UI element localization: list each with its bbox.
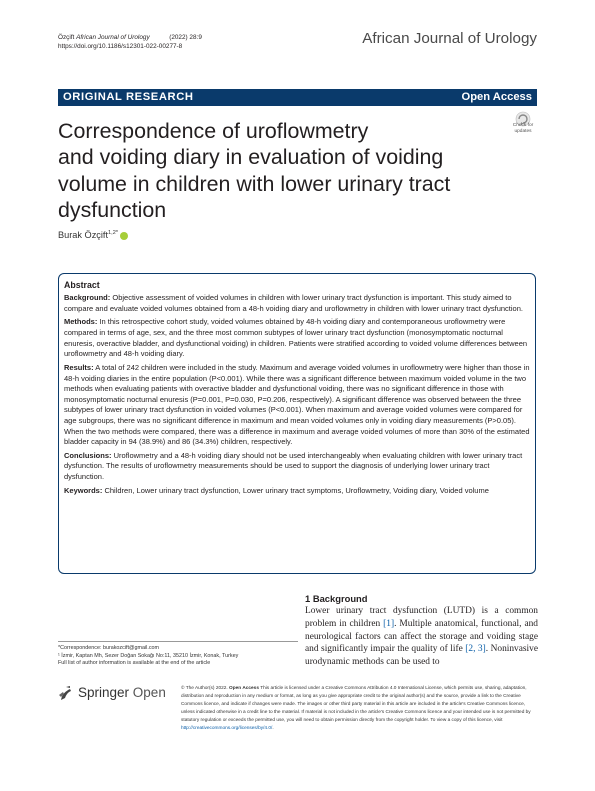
citation-link[interactable]: [1] (383, 618, 395, 629)
section-heading: 1 Background (305, 593, 368, 604)
license-body: This article is licensed under a Creative Commons Attribution 4.0 International License, which permits use, sharing, adaptation, distribution and reproduction in any medium or format, as long as you give appropriate credit to the original author(s) and the source, provide a link to the Creative Commons licence, and indicate if changes were made. The images or other third party material in this article are included in the article's Creative Commons licence, unless indicated otherwise in a credit line to the material. If material is not included in the article's Creative Commons licence and your intended use is not permitted by statutory regulation or exceeds the permitted use, you will need to obtain permission directly from the copyright holder. To view a copy of this licence, visit (181, 686, 531, 723)
abstract-methods (64, 317, 530, 359)
title-line: and voiding diary in evaluation of voiding (58, 145, 444, 170)
abstract-conclusions (64, 451, 530, 483)
abstract-results (64, 363, 530, 448)
body-text: . Multiple anatomical, functional, and neurological factors can affect the storage and voiding stage and significantly impair the quality of life (305, 618, 538, 655)
abstract-box (58, 273, 536, 574)
article-title (58, 118, 498, 223)
methods-text: In this retrospective cohort study, voided volumes obtained by 48-h voiding diary and contemporaneous uroflowmetry were compared in terms of age, sex, and the three most common subtypes of lower urinary tract dysfunction (monosymptomatic nocturnal enuresis, overactive bladder, and dysfunctional voiding) in children. Patients were stratified according to voided volume differences between uroflowmetry and 48-h voiding diary. (64, 317, 528, 359)
check-updates-line: Check for (512, 123, 534, 128)
doi-link[interactable]: https://doi.org/10.1186/s12301-022-00277-8 (58, 42, 183, 50)
body-text: . Noninvasive urodynamic methods can be used to (305, 644, 538, 668)
publisher-logo (58, 685, 166, 708)
body-paragraph (305, 605, 538, 669)
citation-author: Özçift (58, 34, 75, 41)
abstract-keywords (64, 486, 530, 497)
title-line: Correspondence of uroflowmetry (58, 119, 369, 143)
license-text (181, 685, 537, 732)
license-oa: Open Access (229, 686, 259, 691)
keywords-label: Keywords: (64, 485, 103, 495)
footnotes (58, 641, 298, 668)
author-line (58, 230, 128, 240)
methods-label: Methods: (64, 317, 98, 327)
check-for-updates-label[interactable] (506, 123, 540, 134)
springer-horse-icon (58, 685, 74, 703)
correspondence-note: *Correspondence: burakozcift@gmail.com (58, 645, 160, 651)
background-label: Background: (64, 293, 111, 302)
publisher-name (78, 685, 166, 700)
abstract-heading: Abstract (64, 280, 100, 290)
results-label: Results: (64, 362, 94, 372)
article-type-label: ORIGINAL RESEARCH (63, 91, 194, 103)
citation-link[interactable]: [2, 3] (465, 644, 486, 655)
orcid-icon[interactable] (120, 232, 128, 240)
citation-meta (58, 34, 202, 51)
citation-year: (2022) 28:9 (169, 34, 202, 41)
conclusions-text: Uroflowmetry and a 48-h voiding diary should not be used interchangeably when evaluating children with lower urinary tract dysfunction. The results of uroflowmetry measurements should be used to support the diagnosis of underlying lower urinary tract dysfunction. (64, 450, 523, 482)
publisher-name-suffix: Open (132, 685, 166, 700)
title-line: dysfunction (58, 197, 167, 222)
author-affiliation: 1,2* (108, 230, 118, 236)
author-info-note: Full list of author information is available at the end of the article (58, 660, 211, 667)
open-access-label: Open Access (461, 91, 532, 103)
journal-name: African Journal of Urology (362, 30, 537, 47)
body-text: Lower urinary tract dysfunction (LUTD) is a common problem in children (305, 606, 538, 629)
title-line: volume in children with lower urinary tract (58, 171, 451, 196)
check-updates-line: updates (514, 128, 532, 134)
keywords-text: Children, Lower urinary tract dysfunction, Lower urinary tract symptoms, Uroflowmetry, Voiding diary, Voided volume (104, 485, 489, 495)
results-text: A total of 242 children were included in the study. Maximum and average voided volumes in uroflowmetry were higher than those in 48-h voiding diaries in the entire population (P<0.001). While there was a significant difference between maximum voided volume in the two methods when evaluating patients with overactive bladder and dysfunctional voiding, there was no significant difference in those with monosymptomatic nocturnal enuresis (P=0.001, P=0.030, P=0.206, respectively). A significant difference was observed between the three subtypes of lower urinary tract dysfunction in voided volumes (P<0.001). When maximum and average voided volumes were compared for age subgroups, there was no significant difference in maximum and mean voided volumes only in voiding diary measurements (P>0.05). When the two methods were compared, there was a difference in maximum and average voided volumes of more than 30% of the estimated bladder capacity in 94 (38.9%) and 86 (34.3%) children, respectively. (64, 362, 530, 447)
address-note: ¹ İzmir, Kaptan Mh, Sezer Doğan Sokağı No:11, 35210 İzmir, Konak, Turkey (58, 652, 239, 659)
article-type-banner (58, 89, 537, 106)
background-text: Objective assessment of voided volumes in children with lower urinary tract dysfunction is important. This study aimed to compare and evaluate voided volumes obtained from a 48-h voiding diary and uroflowmetry in children with lower urinary tract dysfunction. (64, 293, 523, 313)
abstract-background (64, 293, 530, 314)
license-link[interactable]: http://creativecommons.org/licenses/by/4.0/ (181, 725, 273, 731)
publisher-name-main: Springer (78, 685, 130, 700)
license-end: . (272, 725, 274, 731)
author-name[interactable]: Burak Özçift (58, 230, 109, 241)
conclusions-label: Conclusions: (64, 450, 112, 460)
license-intro: © The Author(s) 2022. (181, 686, 230, 691)
citation-journal: African Journal of Urology (76, 34, 150, 41)
